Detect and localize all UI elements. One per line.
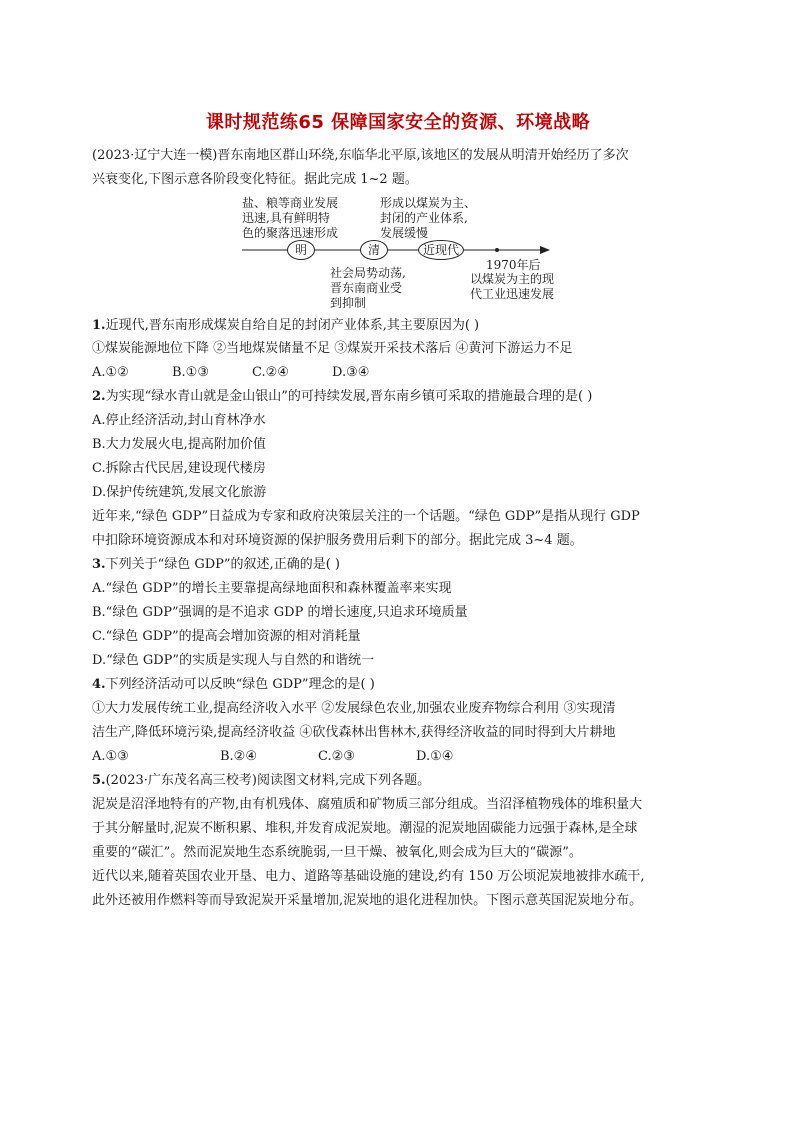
q5-para1-line1: 泥炭是沼泽地特有的产物,由有机残体、腐殖质和矿物质三部分组成。当沼泽植物残体的堆积量大 xyxy=(92,797,643,812)
intro2-line1: 近年来,“绿色 GDP”日益成为专家和政府决策层关注的一个话题。“绿色 GDP”是指从现行 GDP xyxy=(92,509,640,524)
question-4-items-line1: ①大力发展传统工业,提高经济收入水平 ②发展绿色农业,加强农业废弃物综合利用 ③实现清 xyxy=(92,701,616,716)
q5-para1-line3: 重要的“碳汇”。然而泥炭地生态系统脆弱,一旦干燥、被氧化,则会成为巨大的“碳源”。 xyxy=(92,845,582,860)
q5-para1-line2: 于其分解量时,泥炭不断积累、堆积,并发育成泥炭地。潮湿的泥炭地固碳能力远强于森林,是全球 xyxy=(92,821,638,836)
timeline-top-left: 盐、粮等商业发展 迅速,具有鲜明特 色的聚落迅速形成 xyxy=(242,196,339,240)
question-4-items-line2: 洁生产,降低环境污染,提高经济收益 ④砍伐森林出售林木,获得经济收益的同时得到大片耕地 xyxy=(92,725,616,740)
page-title: 课时规范练65 保障国家安全的资源、环境战略 xyxy=(205,112,591,133)
question-2-option-b: B.大力发展火电,提高附加价值 xyxy=(92,437,266,452)
question-2: 2.为实现“绿水青山就是金山银山”的可持续发展,晋东南乡镇可采取的措施最合理的是( ) xyxy=(92,389,593,404)
timeline-node-modern: 近现代 xyxy=(418,240,464,260)
question-4-options: A.①③ B.②④ C.②③ D.①④ xyxy=(92,749,454,764)
timeline-diagram xyxy=(242,196,555,310)
q5-para2-line1: 近代以来,随着英国农业开垦、电力、道路等基础设施的建设,约有 150 万公顷泥炭地被排水疏干, xyxy=(92,869,645,884)
question-3-option-c: C.“绿色 GDP”的提高会增加资源的相对消耗量 xyxy=(92,629,361,644)
question-3-option-b: B.“绿色 GDP”强调的是不追求 GDP 的增长速度,只追求环境质量 xyxy=(92,605,468,620)
question-1-items: ①煤炭能源地位下降 ②当地煤炭储量不足 ③煤炭开采技术落后 ④黄河下游运力不足 xyxy=(92,341,573,356)
question-5: 5.(2023·广东茂名高三校考)阅读图文材料,完成下列各题。 xyxy=(92,773,431,788)
question-2-option-c: C.拆除古代民居,建设现代楼房 xyxy=(92,461,266,476)
timeline-node-ming: 明 xyxy=(287,240,315,260)
question-3: 3.下列关于“绿色 GDP”的叙述,正确的是( ) xyxy=(92,557,340,572)
question-1: 1.近现代,晋东南形成煤炭自给自足的封闭产业体系,其主要原因为( ) xyxy=(92,318,480,333)
timeline-top-right: 形成以煤炭为主、 封闭的产业体系, 发展缓慢 xyxy=(380,196,477,240)
timeline-year: 1970年后 xyxy=(486,258,541,272)
intro1-line2: 兴衰变化,下图示意各阶段变化特征。据此完成 1~2 题。 xyxy=(92,172,418,187)
intro1-line1: (2023·辽宁大连一模)晋东南地区群山环绕,东临华北平原,该地区的发展从明清开始经历了多次 xyxy=(92,148,629,163)
intro2-line2: 中扣除环境资源成本和对环境资源的保护服务费用后剩下的部分。据此完成 3~4 题。 xyxy=(92,533,583,548)
question-4: 4.下列经济活动可以反映“绿色 GDP”理念的是( ) xyxy=(92,677,375,692)
timeline-bottom-mid: 社会局势动荡, 晋东南商业受 到抑制 xyxy=(330,266,406,310)
question-2-option-d: D.保护传统建筑,发展文化旅游 xyxy=(92,485,267,500)
q5-para2-line2: 此外还被用作燃料等而导致泥炭开采量增加,泥炭地的退化进程加快。下图示意英国泥炭地分布。 xyxy=(92,893,643,908)
timeline-bottom-right: 以煤炭为主的现 代工业迅速发展 xyxy=(470,272,555,301)
question-3-option-d: D.“绿色 GDP”的实质是实现人与自然的和谐统一 xyxy=(92,653,375,668)
question-1-options: A.①② B.①③ C.②④ D.③④ xyxy=(92,365,370,380)
question-3-option-a: A.“绿色 GDP”的增长主要靠提高绿地面积和森林覆盖率来实现 xyxy=(92,581,452,596)
question-2-option-a: A.停止经济活动,封山育林净水 xyxy=(92,413,266,428)
timeline-node-qing: 清 xyxy=(360,240,388,260)
